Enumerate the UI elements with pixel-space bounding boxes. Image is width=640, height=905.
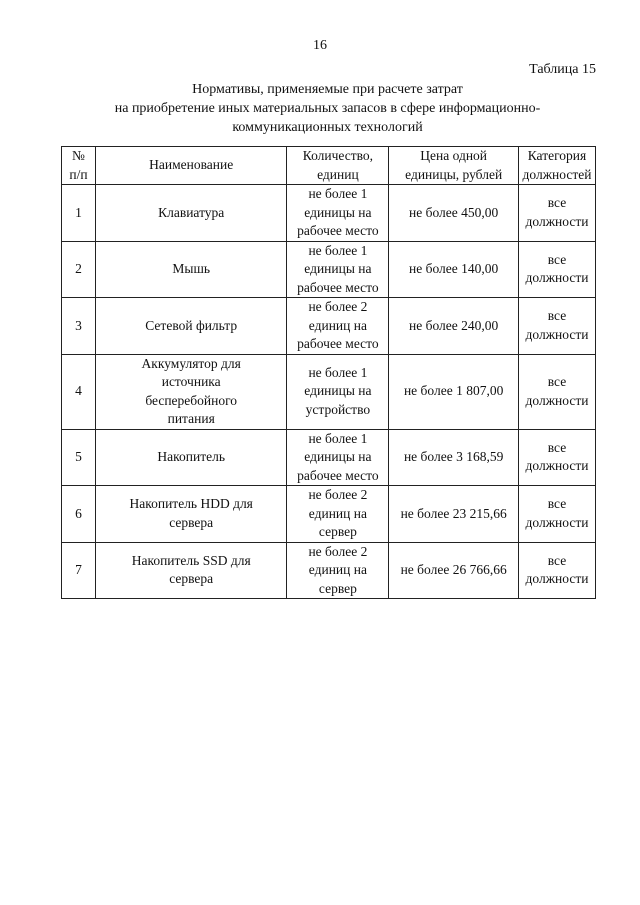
cell-qty-line: не более 1 xyxy=(308,430,368,446)
cell-name xyxy=(95,542,287,599)
cell-name-line: Накопитель SSD для xyxy=(131,552,251,568)
cell-price: не более 23 215,66 xyxy=(389,486,519,543)
cell-name-line: Аккумулятор для xyxy=(141,355,241,371)
cell-price: не более 450,00 xyxy=(389,185,519,242)
cell-name-line: бесперебойного xyxy=(145,392,238,408)
cell-qty-line: единиц на xyxy=(308,505,367,521)
header-price xyxy=(389,147,519,185)
cell-qty-line: сервер xyxy=(318,580,357,596)
cell-price: не более 240,00 xyxy=(389,298,519,355)
cell-name-line: Накопитель xyxy=(157,449,225,464)
cell-qty-line: рабочее место xyxy=(297,336,379,351)
table-header-row xyxy=(62,147,596,185)
cell-qty-line: сервер xyxy=(318,524,357,539)
cell-category: все должности xyxy=(518,486,595,543)
cell-num: 2 xyxy=(62,241,96,298)
cell-category: все должности xyxy=(518,241,595,298)
table-row xyxy=(62,429,596,486)
cell-qty-line: устройство xyxy=(305,401,371,417)
title-line: на приобретение иных материальных запасов в сфере информационно- xyxy=(114,101,541,116)
cell-name-line: Сетевой фильтр xyxy=(145,317,238,333)
cell-name-line: питания xyxy=(167,411,215,426)
header-price-line: Цена одной xyxy=(420,148,488,163)
cell-price: не более 140,00 xyxy=(389,241,519,298)
cell-num: 1 xyxy=(62,185,96,242)
cell-name-line: сервера xyxy=(169,514,214,530)
cell-qty-line: рабочее место xyxy=(297,223,379,238)
table-label: Таблица 15 xyxy=(529,62,596,77)
cell-category: все должности xyxy=(518,354,595,429)
header-category-line: Категория xyxy=(527,148,587,163)
cell-name-line: Клавиатура xyxy=(158,204,225,220)
cell-qty-line: единиц на xyxy=(308,562,367,577)
table-title xyxy=(60,80,595,137)
header-qty xyxy=(287,147,389,185)
cell-category: все должности xyxy=(518,542,595,599)
title-line: Нормативы, применяемые при расчете затрат xyxy=(192,82,463,97)
cell-qty-line: не более 2 xyxy=(308,543,368,559)
cell-price: не более 26 766,66 xyxy=(389,542,519,599)
header-num-line: п/п xyxy=(69,166,88,182)
cell-qty-line: единицы на xyxy=(304,449,372,464)
cell-name xyxy=(95,298,287,355)
header-num xyxy=(62,147,96,185)
cell-qty xyxy=(287,185,389,242)
header-qty-line: Количество, xyxy=(302,148,374,163)
header-num-line: № xyxy=(72,148,85,163)
cell-qty-line: единицы на xyxy=(304,383,372,399)
page-number: 16 xyxy=(313,38,327,53)
cell-qty-line: не более 1 xyxy=(308,186,368,201)
cell-num: 7 xyxy=(62,542,96,599)
cell-category: все должности xyxy=(518,185,595,242)
table-row xyxy=(62,354,596,429)
title-line: коммуникационных технологий xyxy=(232,120,423,135)
cell-qty-line: не более 1 xyxy=(308,242,368,258)
cell-qty-line: не более 1 xyxy=(308,364,368,380)
cell-name xyxy=(95,185,287,242)
cell-qty-line: единицы на xyxy=(304,204,372,220)
table-row xyxy=(62,542,596,599)
header-qty-line: единиц xyxy=(317,166,359,182)
header-name: Наименование xyxy=(95,147,287,185)
cell-num: 6 xyxy=(62,486,96,543)
cell-qty-line: единиц на xyxy=(308,317,367,333)
cell-name xyxy=(95,354,287,429)
table-row xyxy=(62,298,596,355)
header-category-line: должностей xyxy=(522,166,592,182)
cell-qty xyxy=(287,298,389,355)
cell-num: 5 xyxy=(62,429,96,486)
table-row xyxy=(62,486,596,543)
header-price-line: единицы, рублей xyxy=(405,166,503,182)
cell-name-line: источника xyxy=(161,374,221,389)
cell-name xyxy=(95,486,287,543)
cell-qty xyxy=(287,542,389,599)
norms-table xyxy=(61,146,596,599)
cell-qty xyxy=(287,486,389,543)
table-body xyxy=(62,185,596,599)
cell-price: не более 3 168,59 xyxy=(389,429,519,486)
table-row xyxy=(62,241,596,298)
cell-name xyxy=(95,241,287,298)
cell-qty-line: не более 2 xyxy=(308,487,368,502)
cell-qty xyxy=(287,429,389,486)
cell-qty-line: единицы на xyxy=(304,261,372,276)
cell-qty xyxy=(287,241,389,298)
cell-name xyxy=(95,429,287,486)
cell-name-line: Мышь xyxy=(172,261,211,276)
cell-name-line: Накопитель HDD для xyxy=(129,496,253,512)
cell-qty-line: рабочее место xyxy=(297,279,379,295)
cell-name-line: сервера xyxy=(169,571,214,587)
cell-category: все должности xyxy=(518,429,595,486)
cell-num: 3 xyxy=(62,298,96,355)
cell-category: все должности xyxy=(518,298,595,355)
header-category xyxy=(518,147,595,185)
cell-price: не более 1 807,00 xyxy=(389,354,519,429)
table-row xyxy=(62,185,596,242)
cell-qty-line: рабочее место xyxy=(297,467,379,483)
cell-qty xyxy=(287,354,389,429)
cell-qty-line: не более 2 xyxy=(308,299,368,314)
cell-num: 4 xyxy=(62,354,96,429)
